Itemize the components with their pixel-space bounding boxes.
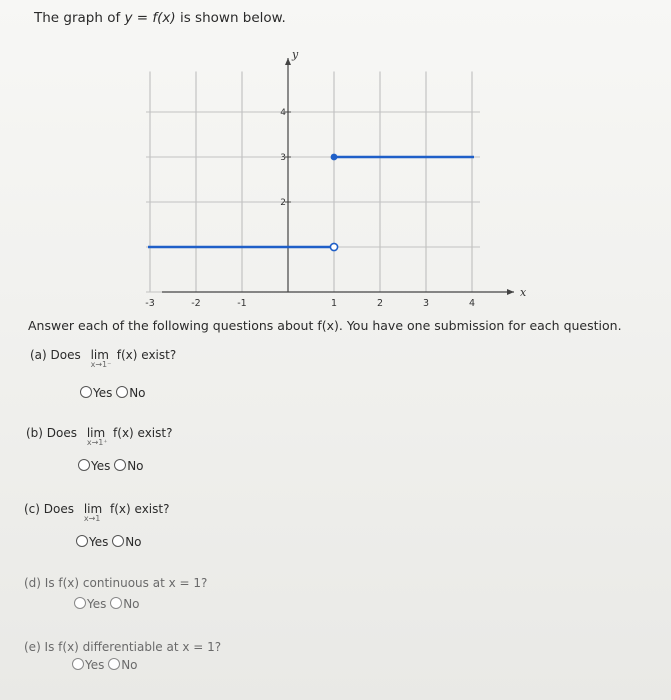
x-tick-label: 2 [376,298,384,309]
y-tick-label: 3 [280,153,286,163]
intro-text: The graph of y = f(x) is shown below. [34,10,286,26]
radio-icon[interactable] [74,597,86,609]
limit-notation: lim x→1 [83,502,103,523]
radio-icon[interactable] [108,658,120,670]
no-option[interactable]: No [114,459,143,473]
y-tick-label: 4 [280,108,286,118]
yes-option[interactable]: Yes [76,535,108,549]
x-tick-label: 3 [422,298,430,309]
answer-options-e [72,658,138,672]
limit-notation: lim x→1⁻ [90,348,112,369]
question-b: (b) Does lim x→1⁺ f(x) exist? [26,426,173,447]
function-graph [145,44,530,314]
radio-icon[interactable] [114,459,126,471]
x-tick-label: -3 [145,298,155,309]
radio-icon[interactable] [76,535,88,547]
answer-options-c [76,535,142,549]
y-axis-arrow-icon [285,58,291,65]
no-option[interactable]: No [112,535,141,549]
x-tick-label: -1 [237,298,247,309]
radio-icon[interactable] [80,386,92,398]
y-axis-label: y [292,48,299,61]
answer-options-a [80,386,146,400]
answer-options-d [74,597,140,611]
radio-icon[interactable] [116,386,128,398]
x-tick-label: -2 [191,298,201,309]
no-option[interactable]: No [116,386,145,400]
axes [162,58,514,295]
question-d: (d) Is f(x) continuous at x = 1? [24,576,208,590]
x-tick-label: 4 [468,298,476,309]
open-point [330,243,337,250]
yes-option[interactable]: Yes [78,459,110,473]
closed-point [331,154,338,161]
no-option[interactable]: No [110,597,139,611]
answer-options-b [78,459,144,473]
radio-icon[interactable] [72,658,84,670]
question-a: (a) Does lim x→1⁻ f(x) exist? [30,348,177,369]
radio-icon[interactable] [78,459,90,471]
yes-option[interactable]: Yes [80,386,112,400]
no-option[interactable]: No [108,658,137,672]
x-axis-arrow-icon [507,289,514,295]
question-c: (c) Does lim x→1 f(x) exist? [24,502,170,523]
yes-option[interactable]: Yes [74,597,106,611]
x-tick-label: 1 [330,298,338,309]
yes-option[interactable]: Yes [72,658,104,672]
x-axis-label: x [520,286,527,299]
instructions: Answer each of the following questions about f(x). You have one submission for each question. [28,318,622,333]
y-tick-label: 2 [280,198,286,208]
tick-labels [145,48,527,309]
radio-icon[interactable] [110,597,122,609]
question-e: (e) Is f(x) differentiable at x = 1? [24,640,222,654]
grid [146,72,480,293]
radio-icon[interactable] [112,535,124,547]
limit-notation: lim x→1⁺ [86,426,108,447]
